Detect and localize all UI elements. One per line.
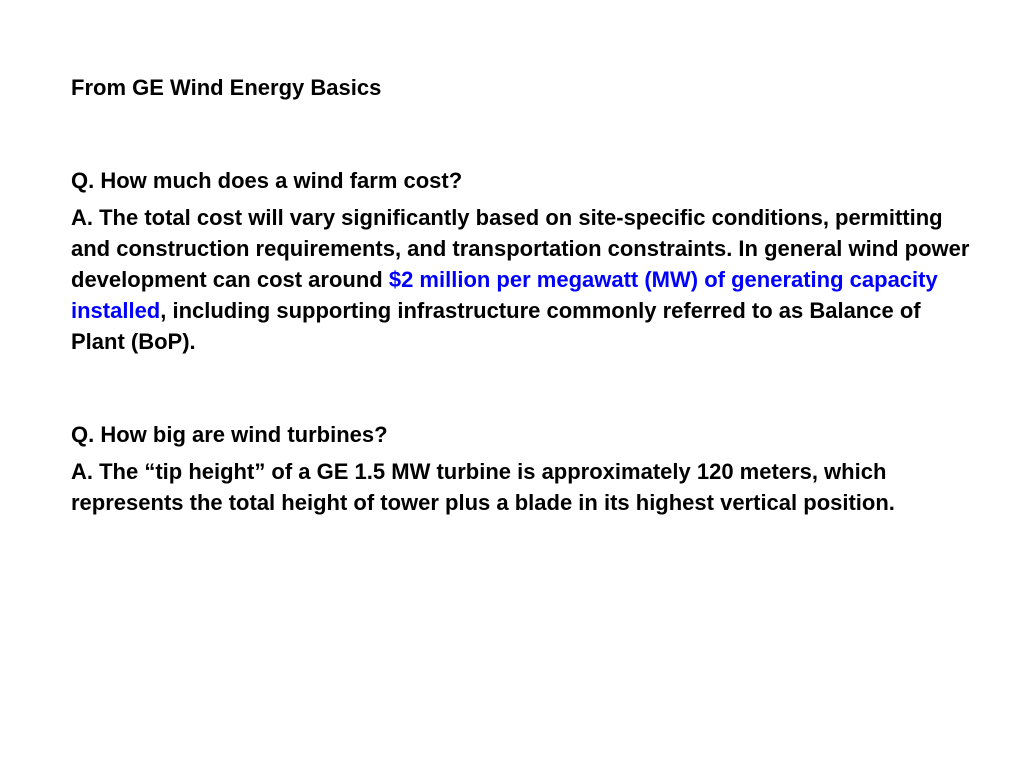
highlighted-cost-figure: $2 million per megawatt (MW) of generating capacity installed	[71, 267, 938, 323]
source-heading: From GE Wind Energy Basics	[71, 75, 382, 100]
question-turbine-size: Q. How big are wind turbines?	[71, 422, 388, 447]
answer-wind-farm-cost	[71, 202, 971, 357]
slide-content	[71, 72, 971, 518]
answer-turbine-size: A. The “tip height” of a GE 1.5 MW turbine is approximately 120 meters, which represents the total height of tower plus a blade in its highest vertical position.	[71, 459, 895, 515]
answer-text: , including supporting infrastructure commonly referred to as Balance of Plant (BoP).	[71, 298, 921, 354]
answer-text: A. The total cost will vary significantly based on site-specific conditions, permitting and construction requirements, and transportation constraints. In general wind power development can cost around	[71, 205, 970, 292]
question-wind-farm-cost: Q. How much does a wind farm cost?	[71, 168, 463, 193]
